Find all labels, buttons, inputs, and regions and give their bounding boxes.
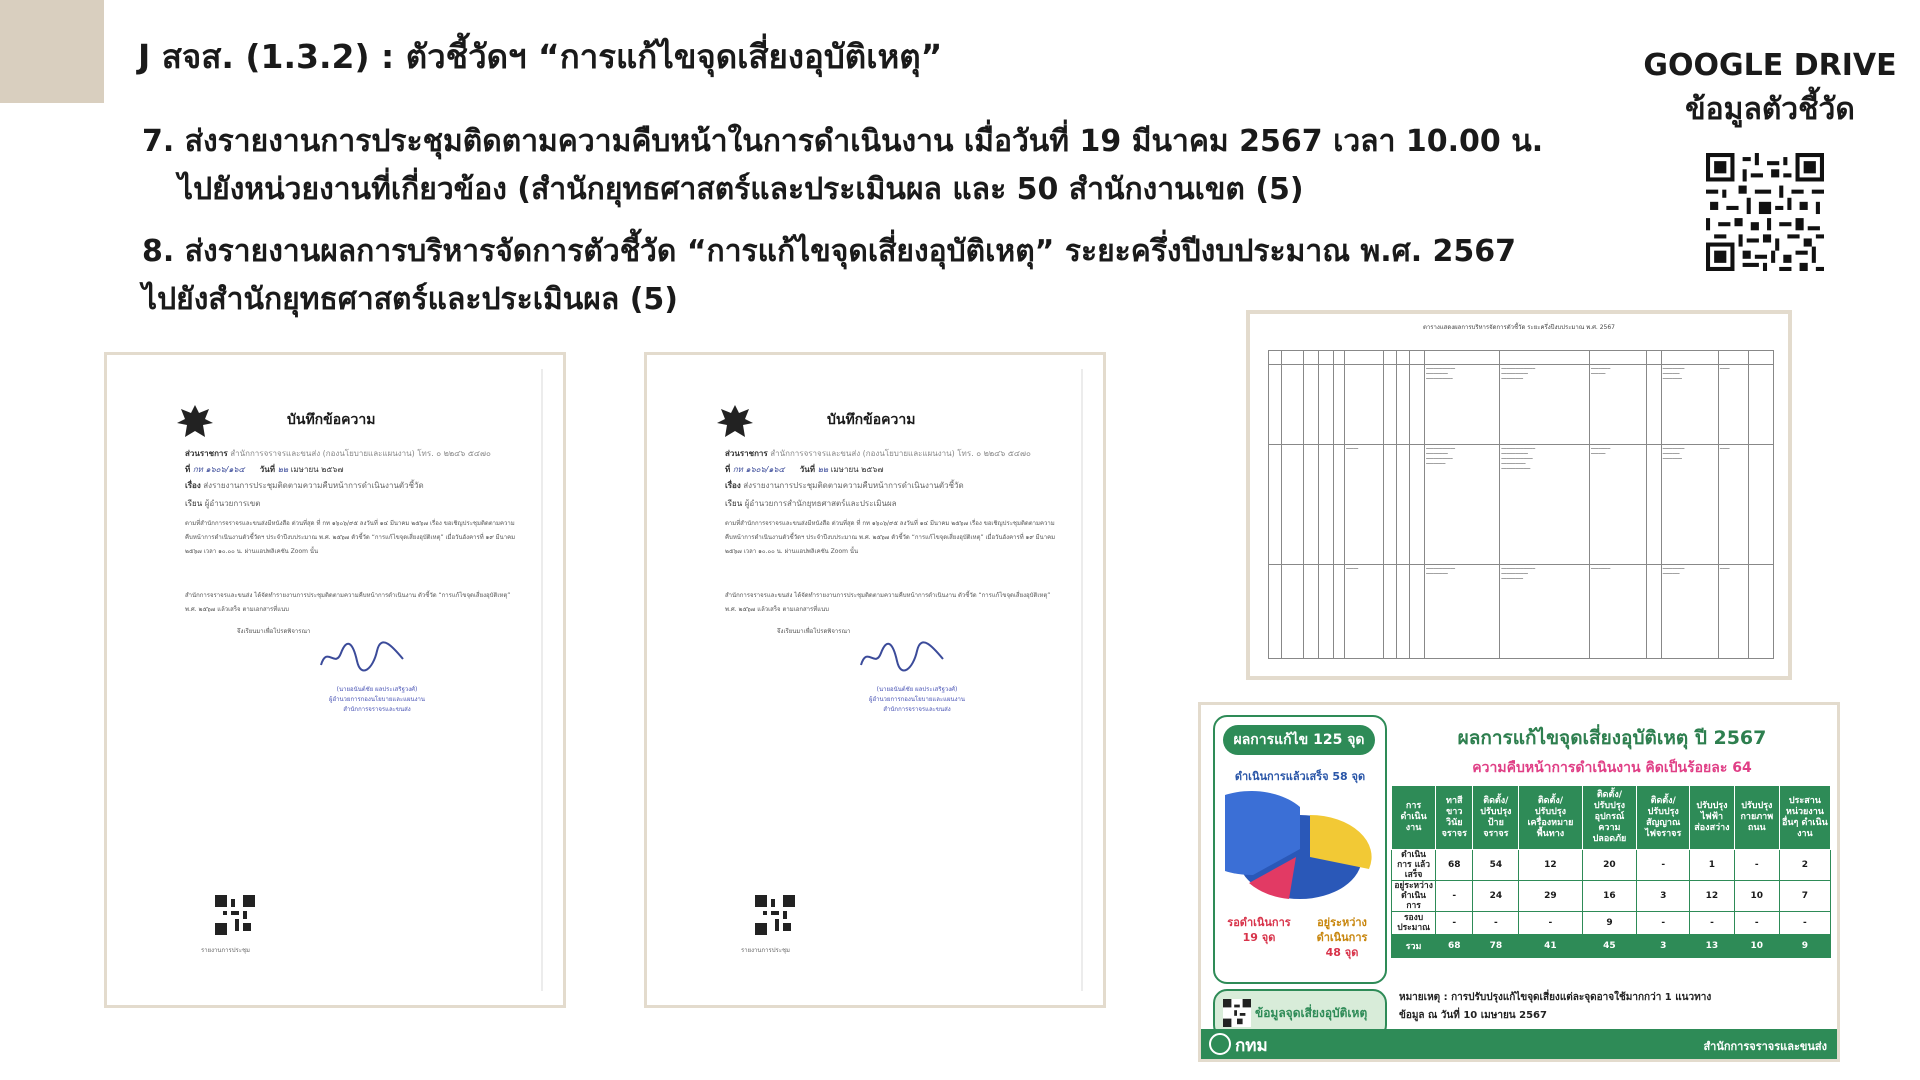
- results-column-header: ติดตั้ง/ ปรับปรุง อุปกรณ์ ความ ปลอดภัย: [1582, 786, 1637, 850]
- results-summary-card: [1213, 715, 1387, 984]
- results-row: [1392, 912, 1831, 935]
- results-column-header: ปรับปรุง กายภาพ ถนน: [1734, 786, 1779, 850]
- sheet-table: ━━━━━━━━━━━━ ━━━━━━━━━ ━━━━━━━━━━━ ━━━━━━━━━━━━━━ ━━━━━━━━━━━ ━━━━━━━━━ ━━━━━━━━ ━━━━━━ ━━━━━━━━━ ━━━━━━━ ━━━━━━━━ ━━━━ ━━━━━ ━━━━━━━━━━━━ ━━━━━━━━━ ━━━━━━━━━━━ ━━━━━━━━ ━━━━━━━━━━━━━━ ━━━━━━━━━━━ ━━━━━━━━━━━━━ ━━━━━━━━━━ ━━━━━━━━━━━━ ━━━━━━━━ ━━━━━━ ━━━━━━━━━ ━━━━━━━ ━━━━━━━━ ━━━━ ━━━━━ ━━━━━━━━━━━━ ━━━━━━━━━ ━━━━━━━━━━━━━━ ━━━━━━━━━━━ ━━━━━━━━━ ━━━━━━━━ ━━━━━━━━━ ━━━━━━━ ━━━━: [1268, 350, 1774, 659]
- memo-number-row: ที่ กท ๑๖๐๖/๑๖๔ วันที่ ๒๒ เมษายน ๒๕๖๗: [725, 465, 884, 474]
- org-name: กทม: [1235, 1036, 1268, 1056]
- item-7-line1: 7. ส่งรายงานการประชุมติดตามความคืบหน้าในการดำเนินงาน เมื่อวันที่ 19 มีนาคม 2567 เวลา 10.00 น.: [142, 124, 1544, 159]
- results-cell: 7: [1779, 881, 1830, 912]
- signature-image: [317, 639, 407, 675]
- signature-image: [857, 639, 947, 675]
- qr-caption: รายงานการประชุม: [741, 947, 791, 954]
- results-cell: 20: [1582, 850, 1637, 881]
- results-total-row: [1392, 935, 1831, 958]
- results-column-header: ประสาน หน่วยงาน อื่นๆ ดำเนินงาน: [1779, 786, 1830, 850]
- garuda-emblem-icon: [715, 403, 755, 441]
- memo-page: [667, 369, 1083, 991]
- memo-title: บันทึกข้อความ: [287, 412, 376, 428]
- results-title: ผลการแก้ไขจุดเสี่ยงอุบัติเหตุ ปี 2567: [1457, 727, 1767, 749]
- results-cell: -: [1519, 912, 1582, 935]
- google-drive-subtitle: ข้อมูลตัวชี้วัด: [1685, 92, 1855, 127]
- done-count: ดำเนินการแล้วเสร็จ 58 จุด: [1234, 770, 1366, 783]
- memo-agency: ส่วนราชการ สำนักการจราจรและขนส่ง (กองนโยบายและแผนงาน) โทร. ๐ ๒๒๔๖ ๕๔๗๐: [725, 449, 1031, 458]
- results-cell: 29: [1519, 881, 1582, 912]
- in-progress-label: อยู่ระหว่าง ดำเนินการ 48 จุด: [1316, 916, 1368, 959]
- results-cell: 16: [1582, 881, 1637, 912]
- results-cell: -: [1734, 850, 1779, 881]
- results-subtitle: ความคืบหน้าการดำเนินงาน คิดเป็นร้อยละ 64: [1472, 760, 1752, 776]
- qr-code-icon: [1223, 999, 1251, 1027]
- results-cell: 2: [1779, 850, 1830, 881]
- results-total-cell: 10: [1734, 935, 1779, 958]
- results-column-header: การดำเนินงาน: [1392, 786, 1436, 850]
- results-total-cell: 78: [1473, 935, 1519, 958]
- corner-decoration: [0, 0, 104, 103]
- results-table-header: [1392, 786, 1831, 850]
- memo-subject: เรื่อง ส่งรายงานการประชุมติดตามความคืบหน้าการดำเนินงานตัวชี้วัด: [725, 481, 964, 490]
- results-cell: -: [1436, 881, 1473, 912]
- memo-body-1: ตามที่สำนักการจราจรและขนส่งมีหนังสือ ด่วนที่สุด ที่ กท ๑๖๐๖/๙๕ ลงวันที่ ๑๔ มีนาคม ๒๕๖๗ เรื่อง ขอเชิญประชุมติดตามความคืบหน้าการดำเนินงานตัวชี้วัดฯ ประจำปีงบประมาณ พ.ศ. ๒๕๖๗ ตัวชี้วัด “การแก้ไขจุดเสี่ยงอุบัติเหตุ” เมื่อวันอังคารที่ ๑๙ มีนาคม ๒๕๖๗ เวลา ๑๐.๐๐ น. ผ่านแอปพลิเคชัน Zoom นั้น: [185, 520, 516, 555]
- results-column-header: ติดตั้ง/ ปรับปรุง เครื่องหมาย พื้นทาง: [1519, 786, 1582, 850]
- results-table: [1391, 785, 1831, 958]
- results-cell: 1: [1690, 850, 1735, 881]
- memo-body-2: สำนักการจราจรและขนส่ง ได้จัดทำรายงานการประชุมติดตามความคืบหน้าการดำเนินงาน ตัวชี้วัด “การแก้ไขจุดเสี่ยงอุบัติเหตุ” พ.ศ. ๒๕๖๗ แล้วเสร็จ ตามเอกสารที่แนบ: [185, 592, 511, 613]
- results-cell: 24: [1473, 881, 1519, 912]
- results-total-cell: 3: [1637, 935, 1690, 958]
- results-total-cell: 9: [1779, 935, 1830, 958]
- results-column-header: ติดตั้ง/ ปรับปรุง สัญญาณ ไฟจราจร: [1637, 786, 1690, 850]
- item-7-line2: ไปยังหน่วยงานที่เกี่ยวข้อง (สำนักยุทธศาสตร์และประเมินผล และ 50 สำนักงานเขต (5): [178, 172, 1304, 207]
- results-cell: 3: [1637, 881, 1690, 912]
- qr-code-icon[interactable]: [1706, 153, 1824, 271]
- results-cell: -: [1779, 912, 1830, 935]
- results-total-label: รวม: [1392, 935, 1436, 958]
- results-cell: 12: [1690, 881, 1735, 912]
- bma-logo-icon: [1209, 1033, 1231, 1055]
- results-total-cell: 45: [1582, 935, 1637, 958]
- item-8-line2: ไปยังสำนักยุทธศาสตร์และประเมินผล (5): [142, 282, 678, 317]
- risk-data-button-label: ข้อมูลจุดเสี่ยงอุบัติเหตุ: [1255, 1006, 1368, 1020]
- garuda-emblem-icon: [175, 403, 215, 441]
- memo-body-2: สำนักการจราจรและขนส่ง ได้จัดทำรายงานการประชุมติดตามความคืบหน้าการดำเนินงาน ตัวชี้วัด “การแก้ไขจุดเสี่ยงอุบัติเหตุ” พ.ศ. ๒๕๖๗ แล้วเสร็จ ตามเอกสารที่แนบ: [725, 592, 1051, 613]
- results-row-label: ดำเนินการ แล้วเสร็จ: [1392, 850, 1436, 881]
- results-cell: 10: [1734, 881, 1779, 912]
- results-badge: ผลการแก้ไข 125 จุด: [1223, 725, 1375, 755]
- memo-document-1[interactable]: [104, 352, 566, 1008]
- results-total-cell: 41: [1519, 935, 1582, 958]
- results-infographic[interactable]: [1198, 702, 1840, 1062]
- results-row-label: อยู่ระหว่าง ดำเนินการ: [1392, 881, 1436, 912]
- google-drive-label: [1630, 44, 1910, 132]
- item-7: [142, 118, 1543, 214]
- results-note: หมายเหตุ : การปรับปรุงแก้ไขจุดเสี่ยงแต่ละจุดอาจใช้มากกว่า 1 แนวทาง ข้อมูล ณ วันที่ 10 เมษายน 2567: [1399, 992, 1712, 1021]
- results-cell: 9: [1582, 912, 1637, 935]
- memo-subject: เรื่อง ส่งรายงานการประชุมติดตามความคืบหน้าการดำเนินงานตัวชี้วัด: [185, 481, 424, 490]
- qr-caption: รายงานการประชุม: [201, 947, 251, 954]
- memo-closing: จึงเรียนมาเพื่อโปรดพิจารณา: [237, 628, 311, 635]
- results-cell: -: [1436, 912, 1473, 935]
- results-cell: 68: [1436, 850, 1473, 881]
- qr-code-icon[interactable]: [215, 895, 255, 935]
- memo-to: เรียน ผู้อำนวยการสำนักยุทธศาสตร์และประเมินผล: [725, 499, 897, 508]
- memo-number-row: ที่ กท ๑๖๐๖/๑๖๔ วันที่ ๒๒ เมษายน ๒๕๖๗: [185, 465, 344, 474]
- memo-title: บันทึกข้อความ: [827, 412, 916, 428]
- page-title: J สจส. (1.3.2) : ตัวชี้วัดฯ “การแก้ไขจุดเสี่ยงอุบัติเหตุ”: [138, 37, 943, 76]
- google-drive-title: GOOGLE DRIVE: [1643, 48, 1897, 83]
- qr-code-icon[interactable]: [755, 895, 795, 935]
- memo-closing: จึงเรียนมาเพื่อโปรดพิจารณา: [777, 628, 851, 635]
- results-column-header: ทาสีขาว วินัยจราจร: [1436, 786, 1473, 850]
- memo-signer: (นายอนันต์ชัย ผลประเสริฐวงศ์) ผู้อำนวยการกองนโยบายและแผนงาน สำนักการจราจรและขนส่ง: [328, 686, 426, 713]
- memo-document-2[interactable]: [644, 352, 1106, 1008]
- results-column-header: ปรับปรุง ไฟฟ้า ส่องสว่าง: [1690, 786, 1735, 850]
- results-total-cell: 13: [1690, 935, 1735, 958]
- memo-agency: ส่วนราชการ สำนักการจราจรและขนส่ง (กองนโยบายและแผนงาน) โทร. ๐ ๒๒๔๖ ๕๔๗๐: [185, 449, 491, 458]
- sheet-title: ตารางแสดงผลการบริหารจัดการตัวชี้วัด ระยะครึ่งปีงบประมาณ พ.ศ. 2567: [1423, 324, 1615, 331]
- results-cell: -: [1690, 912, 1735, 935]
- progress-pie-chart: [1225, 789, 1375, 909]
- results-cell: 54: [1473, 850, 1519, 881]
- item-8-line1: 8. ส่งรายงานผลการบริหารจัดการตัวชี้วัด “การแก้ไขจุดเสี่ยงอุบัติเหตุ” ระยะครึ่งปีงบประมาณ พ.ศ. 2567: [142, 234, 1517, 269]
- memo-signer: (นายอนันต์ชัย ผลประเสริฐวงศ์) ผู้อำนวยการกองนโยบายและแผนงาน สำนักการจราจรและขนส่ง: [868, 686, 966, 713]
- memo-body-1: ตามที่สำนักการจราจรและขนส่งมีหนังสือ ด่วนที่สุด ที่ กท ๑๖๐๖/๙๕ ลงวันที่ ๑๔ มีนาคม ๒๕๖๗ เรื่อง ขอเชิญประชุมติดตามความคืบหน้าการดำเนินงานตัวชี้วัดฯ ประจำปีงบประมาณ พ.ศ. ๒๕๖๗ ตัวชี้วัด “การแก้ไขจุดเสี่ยงอุบัติเหตุ” เมื่อวันอังคารที่ ๑๙ มีนาคม ๒๕๖๗ เวลา ๑๐.๐๐ น. ผ่านแอปพลิเคชัน Zoom นั้น: [725, 520, 1056, 555]
- memo-page: [127, 369, 543, 991]
- results-row-label: รองบประมาณ: [1392, 912, 1436, 935]
- results-cell: -: [1734, 912, 1779, 935]
- results-cell: -: [1637, 850, 1690, 881]
- results-row: [1392, 850, 1831, 881]
- results-cell: -: [1473, 912, 1519, 935]
- results-row: [1392, 881, 1831, 912]
- results-footer: [1201, 1029, 1837, 1059]
- results-cell: 12: [1519, 850, 1582, 881]
- results-column-header: ติดตั้ง/ ปรับปรุง ป้ายจราจร: [1473, 786, 1519, 850]
- results-cell: -: [1637, 912, 1690, 935]
- results-total-cell: 68: [1436, 935, 1473, 958]
- pending-label: รอดำเนินการ 19 จุด: [1227, 916, 1291, 944]
- kpi-report-sheet[interactable]: [1246, 310, 1792, 680]
- memo-to: เรียน ผู้อำนวยการเขต: [185, 499, 261, 508]
- office-name: สำนักการจราจรและขนส่ง: [1703, 1040, 1827, 1053]
